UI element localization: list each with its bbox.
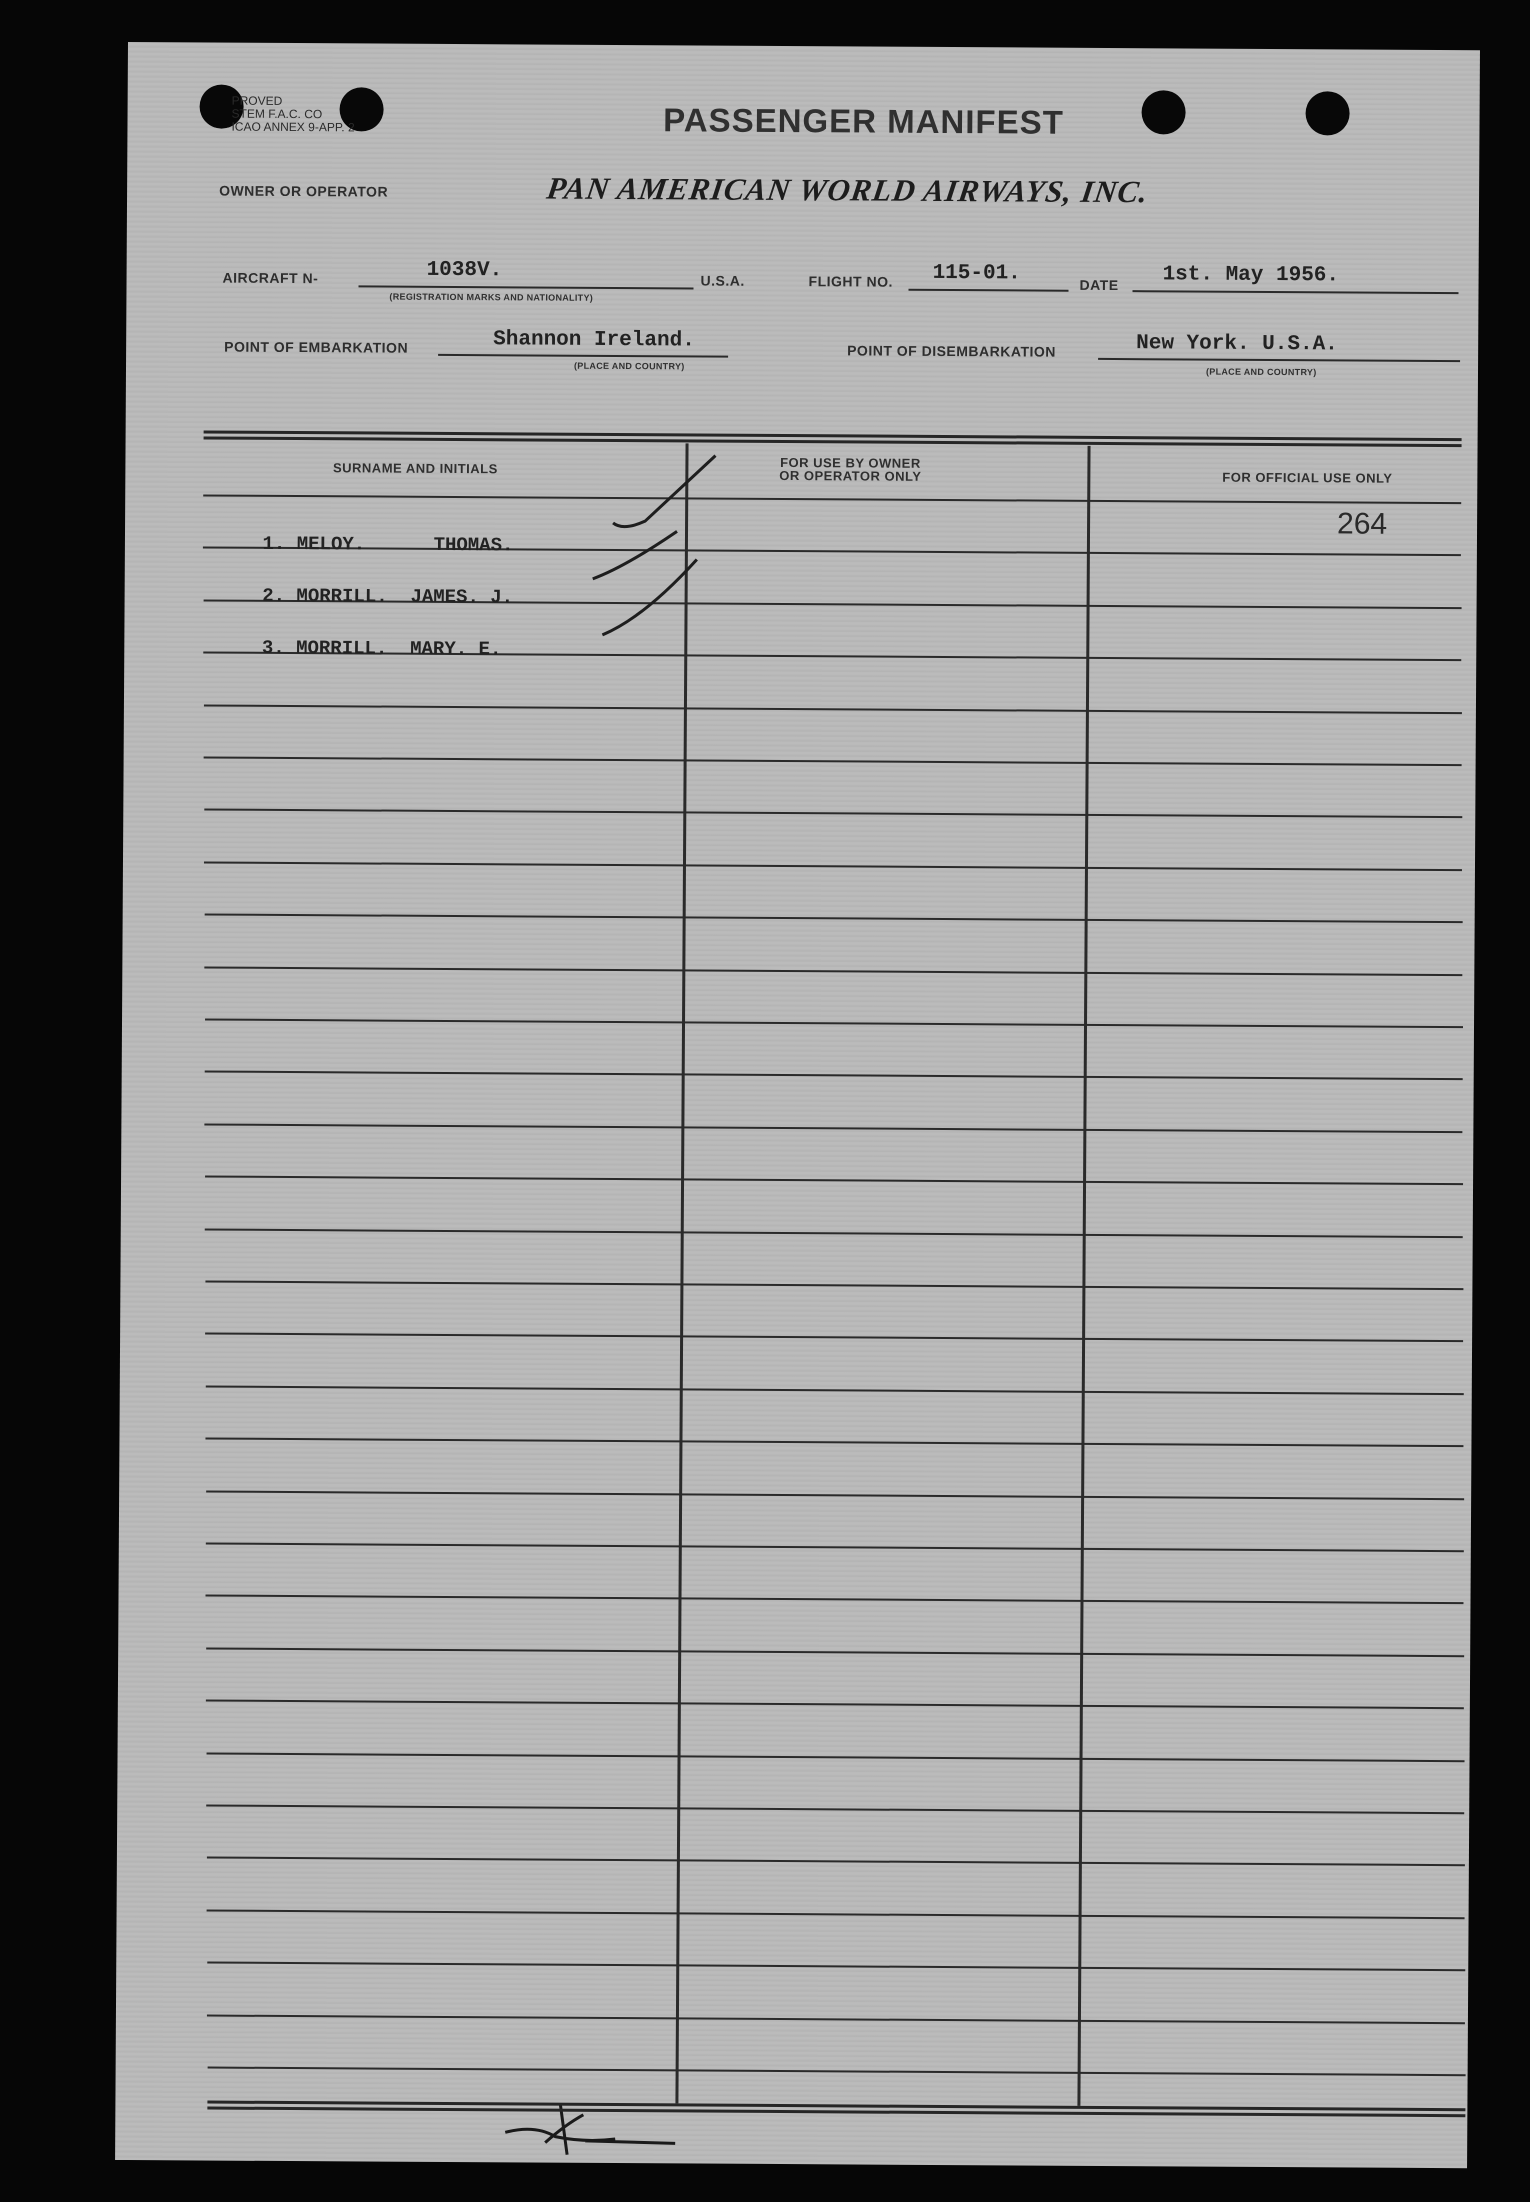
embark-value: Shannon Ireland. bbox=[493, 328, 695, 353]
check-mark bbox=[602, 559, 696, 636]
disembark-note: (PLACE AND COUNTRY) bbox=[1205, 366, 1317, 378]
disembark-label: POINT OF DISEMBARKATION bbox=[847, 342, 1056, 360]
check-mark bbox=[593, 531, 677, 580]
approval-line: ICAO ANNEX 9-APP. 2 bbox=[231, 119, 355, 135]
flight-value: 115-01. bbox=[932, 261, 1021, 286]
date-value: 1st. May 1956. bbox=[1162, 263, 1340, 288]
check-mark bbox=[613, 455, 715, 527]
handwritten-marks bbox=[115, 42, 1480, 2168]
column-header-owner-line: FOR USE BY OWNER bbox=[780, 454, 921, 471]
column-header-official-use: FOR OFFICIAL USE ONLY bbox=[1222, 469, 1393, 486]
page-title: PASSENGER MANIFEST bbox=[663, 101, 1064, 141]
approval-line: STEM F.A.C. CO bbox=[231, 106, 323, 122]
registration-note: (REGISTRATION MARKS AND NATIONALITY) bbox=[389, 291, 594, 303]
column-header-surname: SURNAME AND INITIALS bbox=[332, 460, 498, 477]
owner-label: OWNER OR OPERATOR bbox=[219, 182, 389, 200]
passenger-number: 3. bbox=[261, 636, 285, 659]
embark-note: (PLACE AND COUNTRY) bbox=[574, 360, 685, 372]
passenger-given-name: THOMAS. bbox=[433, 533, 514, 557]
passenger-number: 2. bbox=[262, 584, 286, 607]
aircraft-label: AIRCRAFT N- bbox=[222, 269, 319, 287]
aircraft-value: 1038V. bbox=[426, 258, 503, 283]
column-header-owner-line: OR OPERATOR ONLY bbox=[779, 467, 922, 484]
approval-line: PROVED bbox=[231, 93, 283, 108]
manifest-page bbox=[115, 42, 1480, 2168]
operator-name: PAN AMERICAN WORLD AIRWAYS, INC. bbox=[544, 170, 1151, 210]
passenger-surname: MORRILL. bbox=[296, 637, 388, 660]
passenger-surname: MELOY. bbox=[296, 533, 366, 556]
date-label: DATE bbox=[1079, 276, 1119, 294]
passenger-given-name: JAMES. J. bbox=[410, 585, 514, 609]
usa-label: U.S.A. bbox=[700, 272, 745, 289]
official-use-number: 264 bbox=[1336, 507, 1388, 541]
embark-label: POINT OF EMBARKATION bbox=[224, 338, 409, 356]
flight-label: FLIGHT NO. bbox=[808, 273, 893, 290]
passenger-number: 1. bbox=[262, 532, 286, 555]
passenger-given-name: MARY. E. bbox=[410, 637, 502, 661]
disembark-value: New York. U.S.A. bbox=[1136, 332, 1338, 357]
passenger-surname: MORRILL. bbox=[296, 585, 388, 608]
